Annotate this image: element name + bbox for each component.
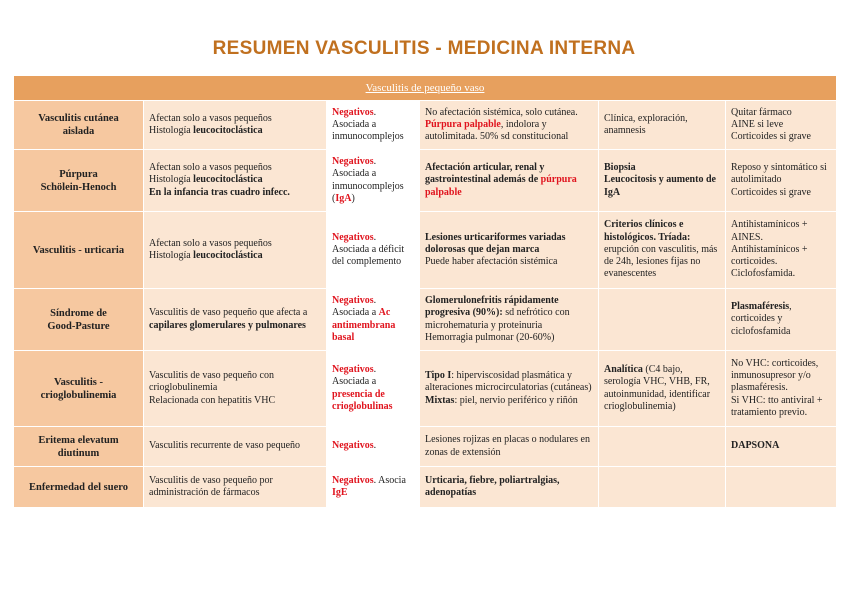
table-row bbox=[14, 101, 837, 150]
clinical-cell: Afectación articular, renal y gastrointestinal además de púrpura palpable bbox=[420, 150, 599, 212]
clinical-cell: No afectación sistémica, solo cutánea. Púrpura palpable, indolora y autolimitada. 50% sd constitucional bbox=[420, 101, 599, 150]
lab-cell: Negativos. bbox=[327, 427, 420, 467]
diagnosis-cell bbox=[599, 427, 726, 467]
definition-cell: Vasculitis de vaso pequeño por administración de fármacos bbox=[144, 467, 327, 508]
treatment-cell: No VHC: corticoides, inmunosupresor y/o plasmaféresis. Si VHC: tto antiviral + tratamiento previo. bbox=[726, 351, 837, 427]
definition-cell: Vasculitis de vaso pequeño con crioglobulinemia Relacionada con hepatitis VHC bbox=[144, 351, 327, 427]
lab-cell: Negativos. Asocia IgE bbox=[327, 467, 420, 508]
lab-cell: Negativos. Asociada a Ac antimembrana basal bbox=[327, 289, 420, 351]
clinical-cell: Lesiones urticariformes variadas dolorosas que dejan marca Puede haber afectación sistémica bbox=[420, 212, 599, 289]
section-header: Vasculitis de pequeño vaso bbox=[14, 76, 837, 101]
table-row bbox=[14, 150, 837, 212]
diagnosis-cell: Analítica (C4 bajo, serología VHC, VHB, FR, autoinmunidad, identificar crioglobulinemia) bbox=[599, 351, 726, 427]
diagnosis-cell: Clínica, exploración, anamnesis bbox=[599, 101, 726, 150]
clinical-cell: Urticaria, fiebre, poliartralgias, adenopatías bbox=[420, 467, 599, 508]
treatment-cell: Plasmaféresis, corticoides y ciclofosfamida bbox=[726, 289, 837, 351]
disease-name: Vasculitis - urticaria bbox=[14, 212, 144, 289]
disease-name: Eritema elevatum diutinum bbox=[14, 427, 144, 467]
definition-cell: Afectan solo a vasos pequeños Histología leucocitoclástica bbox=[144, 101, 327, 150]
lab-cell: Negativos. Asociada a presencia de crioglobulinas bbox=[327, 351, 420, 427]
vasculitis-table bbox=[13, 75, 837, 508]
table-row bbox=[14, 427, 837, 467]
definition-cell: Afectan solo a vasos pequeños Histología leucocitoclástica bbox=[144, 212, 327, 289]
treatment-cell: Reposo y sintomático si autolimitado Corticoides si grave bbox=[726, 150, 837, 212]
diagnosis-cell: Biopsia Leucocitosis y aumento de IgA bbox=[599, 150, 726, 212]
treatment-cell: DAPSONA bbox=[726, 427, 837, 467]
diagnosis-cell bbox=[599, 289, 726, 351]
diagnosis-cell: Criterios clínicos e histológicos. Tríada: erupción con vasculitis, más de 24h, lesiones fijas no evanescentes bbox=[599, 212, 726, 289]
page-title: RESUMEN VASCULITIS - MEDICINA INTERNA bbox=[212, 38, 636, 59]
treatment-cell: Quitar fármaco AINE si leve Corticoides si grave bbox=[726, 101, 837, 150]
definition-cell: Afectan solo a vasos pequeños Histología leucocitoclástica En la infancia tras cuadro infecc. bbox=[144, 150, 327, 212]
treatment-cell bbox=[726, 467, 837, 508]
lab-cell: Negativos. Asociada a déficit del complemento bbox=[327, 212, 420, 289]
diagnosis-cell bbox=[599, 467, 726, 508]
disease-name: Púrpura Schölein-Henoch bbox=[14, 150, 144, 212]
table-row bbox=[14, 289, 837, 351]
table-row bbox=[14, 467, 837, 508]
lab-cell: Negativos. Asociada a inmunocomplejos bbox=[327, 101, 420, 150]
clinical-cell: Tipo I: hiperviscosidad plasmática y alteraciones microcirculatorias (cutáneas) Mixtas: piel, nervio periférico y riñón bbox=[420, 351, 599, 427]
definition-cell: Vasculitis de vaso pequeño que afecta a capilares glomerulares y pulmonares bbox=[144, 289, 327, 351]
definition-cell: Vasculitis recurrente de vaso pequeño bbox=[144, 427, 327, 467]
disease-name: Síndrome de Good-Pasture bbox=[14, 289, 144, 351]
section-header-row bbox=[14, 76, 837, 101]
table-row bbox=[14, 351, 837, 427]
clinical-cell: Lesiones rojizas en placas o nodulares en zonas de extensión bbox=[420, 427, 599, 467]
disease-name: Vasculitis cutánea aislada bbox=[14, 101, 144, 150]
treatment-cell: Antihistamínicos + AINES. Antihistamínicos + corticoides. Ciclofosfamida. bbox=[726, 212, 837, 289]
table-row bbox=[14, 212, 837, 289]
lab-cell: Negativos. Asociada a inmunocomplejos (IgA) bbox=[327, 150, 420, 212]
disease-name: Vasculitis - crioglobulinemia bbox=[14, 351, 144, 427]
clinical-cell: Glomerulonefritis rápidamente progresiva (90%): sd nefrótico con microhematuria y proteinuria Hemorragia pulmonar (20-60%) bbox=[420, 289, 599, 351]
disease-name: Enfermedad del suero bbox=[14, 467, 144, 508]
